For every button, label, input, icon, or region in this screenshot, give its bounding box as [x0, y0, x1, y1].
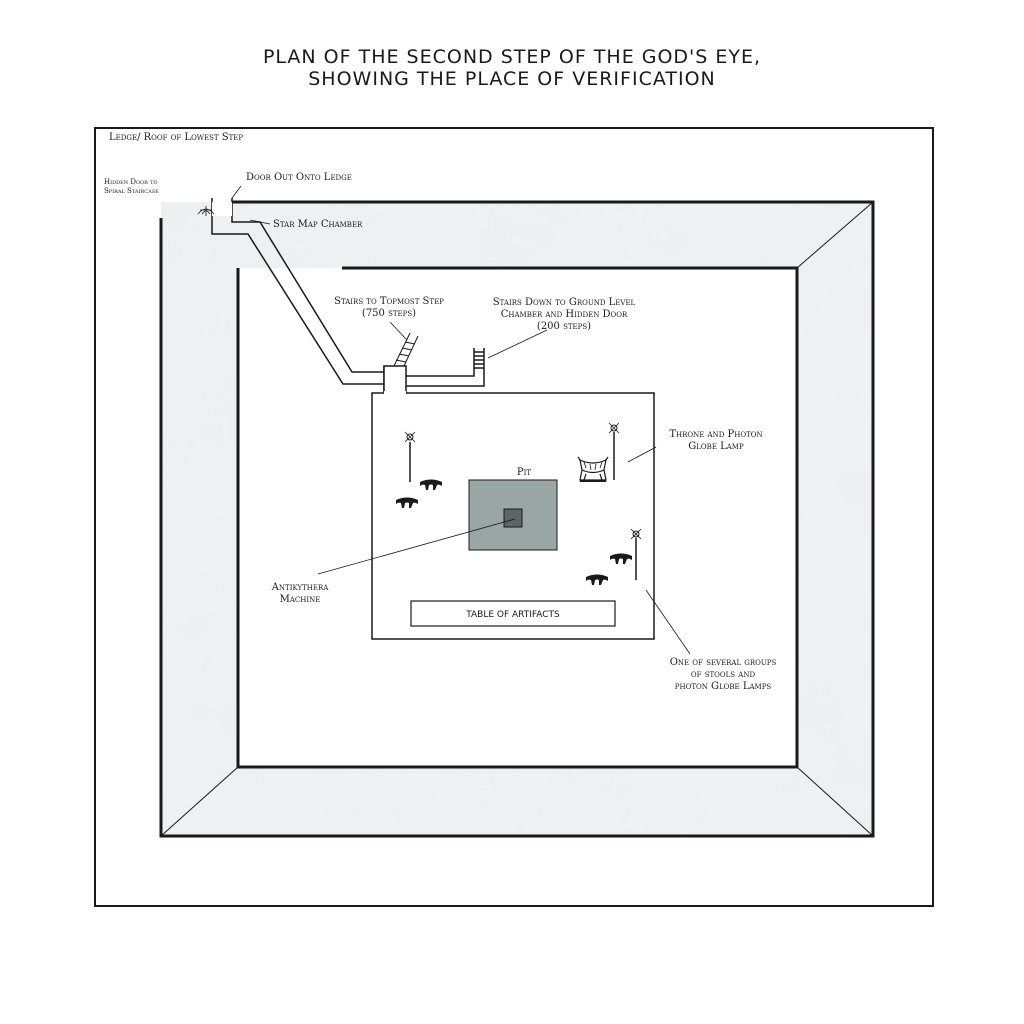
label-hidden-door-line2: Spiral Staircase — [104, 187, 159, 195]
label-stairs-top-line2: (750 steps) — [361, 308, 417, 319]
map-title-line-1: PLAN OF THE SECOND STEP OF THE GOD'S EYE, — [262, 46, 762, 68]
label-groups-line2: of stools and — [690, 669, 756, 680]
label-antikythera-line1: Antikythera — [271, 582, 329, 593]
label-groups-line3: photon Globe Lamps — [674, 681, 772, 692]
label-hidden-door-line1: Hidden Door to — [104, 178, 158, 186]
label-ledge: Ledge/ Roof of Lowest Step — [109, 132, 244, 143]
label-groups-line1: One of several groups — [669, 657, 777, 668]
door-gap — [212, 202, 232, 216]
label-door-out: Door Out Onto Ledge — [246, 172, 352, 183]
label-table: TABLE OF ARTIFACTS — [466, 610, 560, 620]
label-star-map: Star Map Chamber — [273, 219, 363, 230]
label-pit: Pit — [516, 467, 532, 478]
label-throne-line2: Globe Lamp — [688, 441, 744, 452]
map-title-line-2: SHOWING THE PLACE OF VERIFICATION — [308, 68, 716, 90]
label-antikythera-line2: Machine — [279, 594, 321, 605]
stair-landing — [384, 366, 406, 392]
label-stairs-down-line1: Stairs Down to Ground Level — [492, 297, 636, 308]
label-throne-line1: Throne and Photon — [669, 429, 763, 440]
label-stairs-top-line1: Stairs to Topmost Step — [334, 296, 444, 307]
antikythera-machine — [504, 509, 522, 527]
label-stairs-down-line2: Chamber and Hidden Door — [500, 309, 628, 320]
label-stairs-down-line3: (200 steps) — [536, 321, 592, 332]
